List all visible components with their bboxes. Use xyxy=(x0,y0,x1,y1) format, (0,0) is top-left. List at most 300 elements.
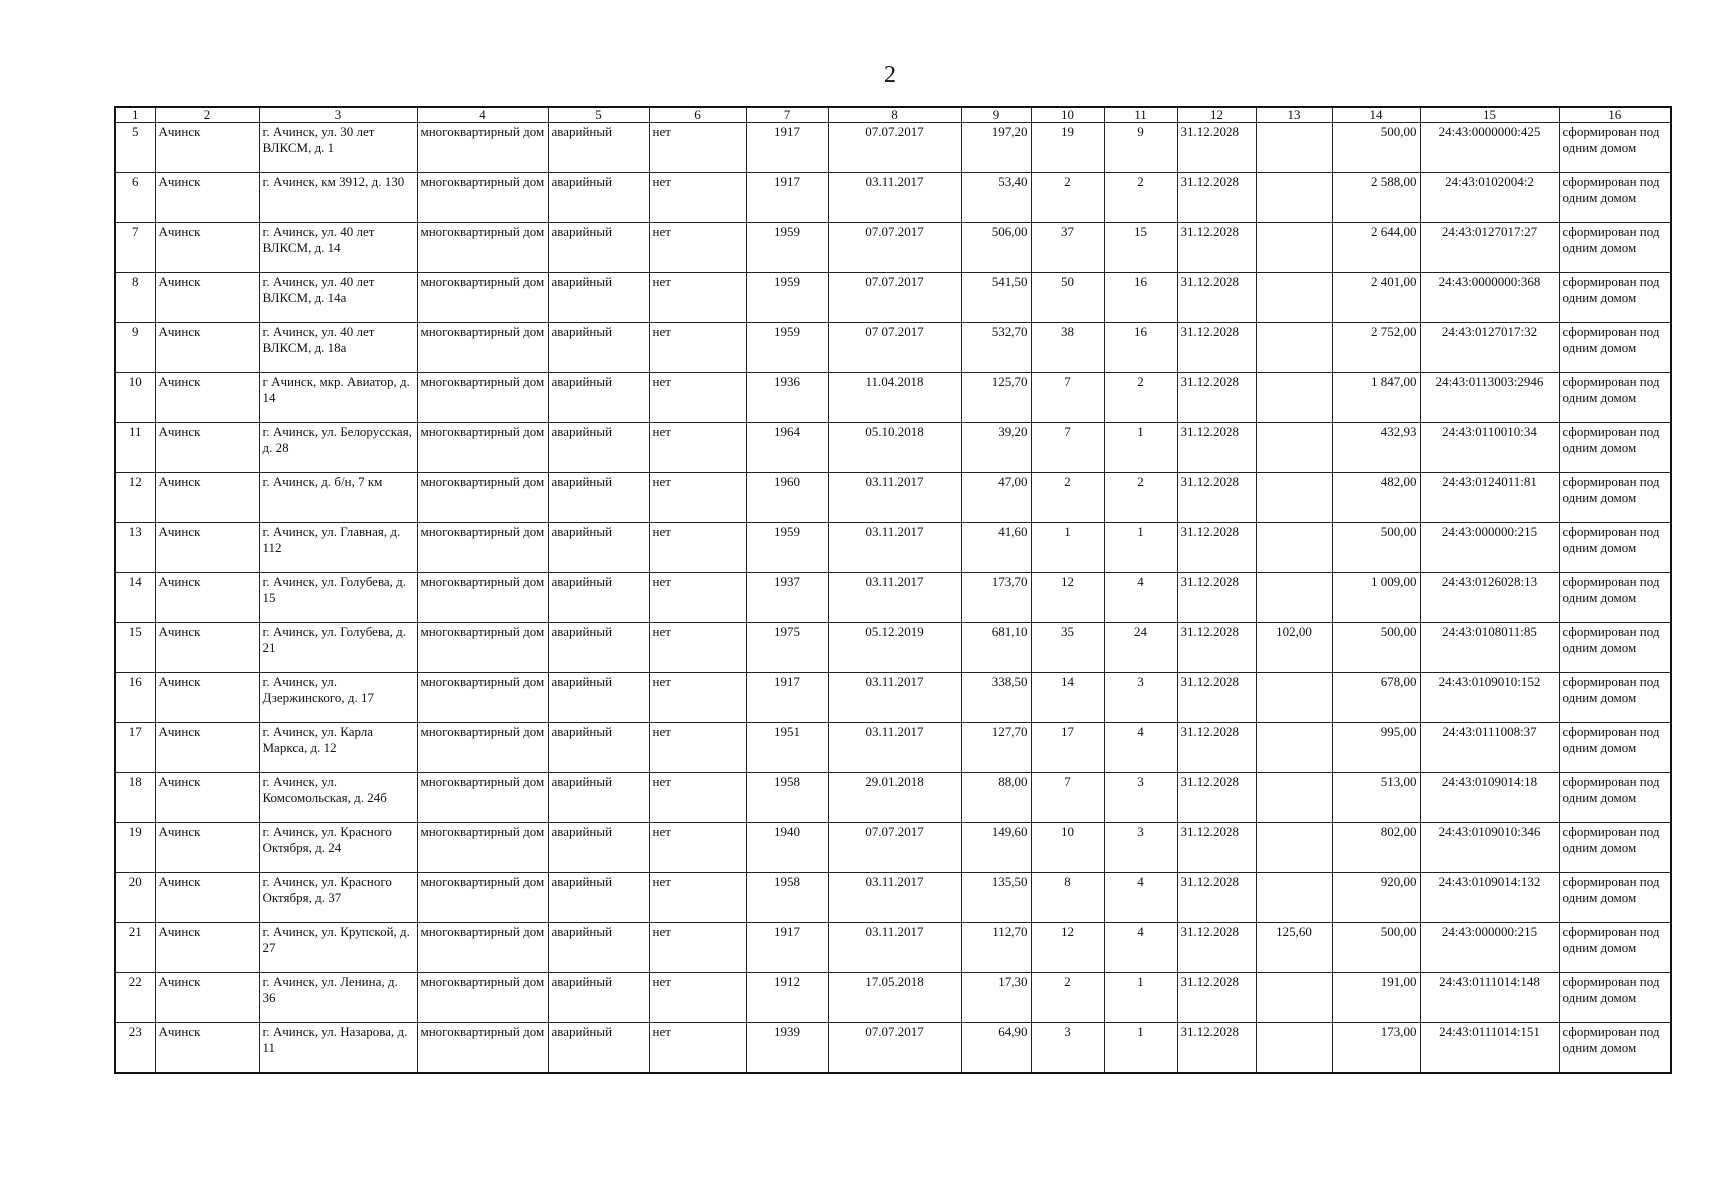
building-type-cell: многоквартирный дом xyxy=(417,223,548,273)
area-cell: 127,70 xyxy=(961,723,1031,773)
column-number-header: 3 xyxy=(259,107,417,123)
cadastral-number-cell: 24:43:0109014:132 xyxy=(1420,873,1559,923)
cadastral-number-cell: 24:43:0127017:27 xyxy=(1420,223,1559,273)
apartments-cell: 2 xyxy=(1104,373,1177,423)
row-number-cell: 19 xyxy=(115,823,155,873)
cultural-heritage-cell: нет xyxy=(649,423,746,473)
settlement-cell: Ачинск xyxy=(155,273,259,323)
column-number-header: 15 xyxy=(1420,107,1559,123)
cadastral-number-cell: 24:43:000000:215 xyxy=(1420,523,1559,573)
land-status-cell: сформирован под одним домом xyxy=(1559,173,1671,223)
cadastral-number-cell: 24:43:000000:215 xyxy=(1420,923,1559,973)
cultural-heritage-cell: нет xyxy=(649,573,746,623)
row-number-cell: 10 xyxy=(115,373,155,423)
building-type-cell: многоквартирный дом xyxy=(417,1023,548,1073)
area-cell: 64,90 xyxy=(961,1023,1031,1073)
land-area-cell: 500,00 xyxy=(1332,123,1420,173)
cultural-heritage-cell: нет xyxy=(649,123,746,173)
cadastral-number-cell: 24:43:0109010:152 xyxy=(1420,673,1559,723)
land-status-cell: сформирован под одним домом xyxy=(1559,873,1671,923)
land-status-cell: сформирован под одним домом xyxy=(1559,473,1671,523)
residents-cell: 35 xyxy=(1031,623,1104,673)
settlement-cell: Ачинск xyxy=(155,873,259,923)
address-cell: г. Ачинск, ул. Белорусская, д. 28 xyxy=(259,423,417,473)
emergency-date-cell: 03.11.2017 xyxy=(828,673,961,723)
building-type-cell: многоквартирный дом xyxy=(417,873,548,923)
land-status-cell: сформирован под одним домом xyxy=(1559,323,1671,373)
extra-area-cell xyxy=(1256,673,1332,723)
condition-cell: аварийный xyxy=(548,373,649,423)
cultural-heritage-cell: нет xyxy=(649,323,746,373)
area-cell: 681,10 xyxy=(961,623,1031,673)
build-year-cell: 1917 xyxy=(746,173,828,223)
building-type-cell: многоквартирный дом xyxy=(417,473,548,523)
row-number-cell: 21 xyxy=(115,923,155,973)
row-number-cell: 11 xyxy=(115,423,155,473)
residents-cell: 38 xyxy=(1031,323,1104,373)
table-row xyxy=(115,723,1671,773)
land-area-cell: 2 752,00 xyxy=(1332,323,1420,373)
building-type-cell: многоквартирный дом xyxy=(417,323,548,373)
cadastral-number-cell: 24:43:0000000:425 xyxy=(1420,123,1559,173)
extra-area-cell xyxy=(1256,1023,1332,1073)
apartments-cell: 16 xyxy=(1104,273,1177,323)
building-type-cell: многоквартирный дом xyxy=(417,573,548,623)
table-row xyxy=(115,173,1671,223)
building-type-cell: многоквартирный дом xyxy=(417,673,548,723)
building-type-cell: многоквартирный дом xyxy=(417,523,548,573)
row-number-cell: 8 xyxy=(115,273,155,323)
cadastral-number-cell: 24:43:0111014:148 xyxy=(1420,973,1559,1023)
cadastral-number-cell: 24:43:0127017:32 xyxy=(1420,323,1559,373)
table-row xyxy=(115,473,1671,523)
land-area-cell: 432,93 xyxy=(1332,423,1420,473)
land-status-cell: сформирован под одним домом xyxy=(1559,723,1671,773)
apartments-cell: 1 xyxy=(1104,973,1177,1023)
condition-cell: аварийный xyxy=(548,923,649,973)
settlement-cell: Ачинск xyxy=(155,723,259,773)
land-area-cell: 1 009,00 xyxy=(1332,573,1420,623)
area-cell: 47,00 xyxy=(961,473,1031,523)
column-number-header: 6 xyxy=(649,107,746,123)
cultural-heritage-cell: нет xyxy=(649,273,746,323)
address-cell: г. Ачинск, ул. Карла Маркса, д. 12 xyxy=(259,723,417,773)
land-area-cell: 920,00 xyxy=(1332,873,1420,923)
emergency-date-cell: 07.07.2017 xyxy=(828,823,961,873)
land-area-cell: 802,00 xyxy=(1332,823,1420,873)
relocation-date-cell: 31.12.2028 xyxy=(1177,323,1256,373)
area-cell: 541,50 xyxy=(961,273,1031,323)
building-type-cell: многоквартирный дом xyxy=(417,173,548,223)
area-cell: 112,70 xyxy=(961,923,1031,973)
column-number-header: 4 xyxy=(417,107,548,123)
apartments-cell: 4 xyxy=(1104,873,1177,923)
building-type-cell: многоквартирный дом xyxy=(417,973,548,1023)
table-row xyxy=(115,973,1671,1023)
settlement-cell: Ачинск xyxy=(155,423,259,473)
relocation-date-cell: 31.12.2028 xyxy=(1177,173,1256,223)
land-status-cell: сформирован под одним домом xyxy=(1559,223,1671,273)
building-type-cell: многоквартирный дом xyxy=(417,823,548,873)
apartments-cell: 16 xyxy=(1104,323,1177,373)
condition-cell: аварийный xyxy=(548,473,649,523)
cadastral-number-cell: 24:43:0124011:81 xyxy=(1420,473,1559,523)
build-year-cell: 1975 xyxy=(746,623,828,673)
emergency-date-cell: 29.01.2018 xyxy=(828,773,961,823)
apartments-cell: 15 xyxy=(1104,223,1177,273)
cadastral-number-cell: 24:43:0000000:368 xyxy=(1420,273,1559,323)
condition-cell: аварийный xyxy=(548,573,649,623)
address-cell: г Ачинск, мкр. Авиатор, д. 14 xyxy=(259,373,417,423)
emergency-date-cell: 03.11.2017 xyxy=(828,573,961,623)
build-year-cell: 1917 xyxy=(746,123,828,173)
land-area-cell: 191,00 xyxy=(1332,973,1420,1023)
extra-area-cell xyxy=(1256,823,1332,873)
residents-cell: 8 xyxy=(1031,873,1104,923)
emergency-date-cell: 03.11.2017 xyxy=(828,923,961,973)
table-row xyxy=(115,273,1671,323)
table-row xyxy=(115,323,1671,373)
land-area-cell: 500,00 xyxy=(1332,623,1420,673)
condition-cell: аварийный xyxy=(548,773,649,823)
condition-cell: аварийный xyxy=(548,823,649,873)
land-status-cell: сформирован под одним домом xyxy=(1559,523,1671,573)
area-cell: 88,00 xyxy=(961,773,1031,823)
emergency-date-cell: 03.11.2017 xyxy=(828,523,961,573)
settlement-cell: Ачинск xyxy=(155,223,259,273)
build-year-cell: 1937 xyxy=(746,573,828,623)
build-year-cell: 1951 xyxy=(746,723,828,773)
cultural-heritage-cell: нет xyxy=(649,723,746,773)
build-year-cell: 1964 xyxy=(746,423,828,473)
column-number-row xyxy=(115,107,1671,123)
row-number-cell: 18 xyxy=(115,773,155,823)
address-cell: г. Ачинск, ул. Назарова, д. 11 xyxy=(259,1023,417,1073)
residents-cell: 10 xyxy=(1031,823,1104,873)
emergency-date-cell: 03.11.2017 xyxy=(828,473,961,523)
cadastral-number-cell: 24:43:0109014:18 xyxy=(1420,773,1559,823)
address-cell: г. Ачинск, ул. Крупской, д. 27 xyxy=(259,923,417,973)
address-cell: г. Ачинск, ул. 30 лет ВЛКСМ, д. 1 xyxy=(259,123,417,173)
relocation-date-cell: 31.12.2028 xyxy=(1177,623,1256,673)
relocation-date-cell: 31.12.2028 xyxy=(1177,223,1256,273)
column-number-header: 7 xyxy=(746,107,828,123)
settlement-cell: Ачинск xyxy=(155,523,259,573)
column-number-header: 11 xyxy=(1104,107,1177,123)
settlement-cell: Ачинск xyxy=(155,773,259,823)
settlement-cell: Ачинск xyxy=(155,573,259,623)
table-row xyxy=(115,773,1671,823)
address-cell: г. Ачинск, ул. 40 лет ВЛКСМ, д. 18а xyxy=(259,323,417,373)
area-cell: 338,50 xyxy=(961,673,1031,723)
land-area-cell: 2 401,00 xyxy=(1332,273,1420,323)
extra-area-cell: 125,60 xyxy=(1256,923,1332,973)
building-type-cell: многоквартирный дом xyxy=(417,123,548,173)
column-number-header: 16 xyxy=(1559,107,1671,123)
address-cell: г. Ачинск, ул. Главная, д. 112 xyxy=(259,523,417,573)
address-cell: г. Ачинск, ул. Красного Октября, д. 37 xyxy=(259,873,417,923)
condition-cell: аварийный xyxy=(548,223,649,273)
row-number-cell: 23 xyxy=(115,1023,155,1073)
apartments-cell: 2 xyxy=(1104,173,1177,223)
column-number-header: 5 xyxy=(548,107,649,123)
column-number-header: 2 xyxy=(155,107,259,123)
row-number-cell: 9 xyxy=(115,323,155,373)
land-area-cell: 513,00 xyxy=(1332,773,1420,823)
table-row xyxy=(115,373,1671,423)
settlement-cell: Ачинск xyxy=(155,623,259,673)
column-number-header: 8 xyxy=(828,107,961,123)
land-status-cell: сформирован под одним домом xyxy=(1559,573,1671,623)
residents-cell: 12 xyxy=(1031,923,1104,973)
settlement-cell: Ачинск xyxy=(155,673,259,723)
emergency-date-cell: 17.05.2018 xyxy=(828,973,961,1023)
table-row xyxy=(115,573,1671,623)
area-cell: 532,70 xyxy=(961,323,1031,373)
cadastral-number-cell: 24:43:0109010:346 xyxy=(1420,823,1559,873)
residents-cell: 37 xyxy=(1031,223,1104,273)
row-number-cell: 16 xyxy=(115,673,155,723)
extra-area-cell xyxy=(1256,723,1332,773)
table-row xyxy=(115,923,1671,973)
relocation-date-cell: 31.12.2028 xyxy=(1177,273,1256,323)
build-year-cell: 1958 xyxy=(746,773,828,823)
row-number-cell: 6 xyxy=(115,173,155,223)
build-year-cell: 1912 xyxy=(746,973,828,1023)
residents-cell: 7 xyxy=(1031,773,1104,823)
table-row xyxy=(115,823,1671,873)
area-cell: 197,20 xyxy=(961,123,1031,173)
condition-cell: аварийный xyxy=(548,723,649,773)
address-cell: г. Ачинск, ул. Комсомольская, д. 24б xyxy=(259,773,417,823)
land-status-cell: сформирован под одним домом xyxy=(1559,423,1671,473)
area-cell: 506,00 xyxy=(961,223,1031,273)
residents-cell: 2 xyxy=(1031,173,1104,223)
condition-cell: аварийный xyxy=(548,423,649,473)
building-type-cell: многоквартирный дом xyxy=(417,373,548,423)
condition-cell: аварийный xyxy=(548,673,649,723)
column-number-header: 12 xyxy=(1177,107,1256,123)
emergency-date-cell: 07.07.2017 xyxy=(828,123,961,173)
build-year-cell: 1917 xyxy=(746,923,828,973)
address-cell: г. Ачинск, ул. Дзержинского, д. 17 xyxy=(259,673,417,723)
area-cell: 17,30 xyxy=(961,973,1031,1023)
build-year-cell: 1939 xyxy=(746,1023,828,1073)
apartments-cell: 4 xyxy=(1104,573,1177,623)
extra-area-cell xyxy=(1256,173,1332,223)
settlement-cell: Ачинск xyxy=(155,123,259,173)
apartments-cell: 1 xyxy=(1104,423,1177,473)
emergency-date-cell: 07 07.2017 xyxy=(828,323,961,373)
extra-area-cell xyxy=(1256,123,1332,173)
land-area-cell: 500,00 xyxy=(1332,523,1420,573)
column-number-header: 13 xyxy=(1256,107,1332,123)
row-number-cell: 20 xyxy=(115,873,155,923)
cadastral-number-cell: 24:43:0126028:13 xyxy=(1420,573,1559,623)
row-number-cell: 12 xyxy=(115,473,155,523)
cadastral-number-cell: 24:43:0111008:37 xyxy=(1420,723,1559,773)
building-type-cell: многоквартирный дом xyxy=(417,723,548,773)
extra-area-cell xyxy=(1256,423,1332,473)
relocation-date-cell: 31.12.2028 xyxy=(1177,973,1256,1023)
cultural-heritage-cell: нет xyxy=(649,523,746,573)
area-cell: 41,60 xyxy=(961,523,1031,573)
land-area-cell: 1 847,00 xyxy=(1332,373,1420,423)
land-area-cell: 482,00 xyxy=(1332,473,1420,523)
residents-cell: 3 xyxy=(1031,1023,1104,1073)
extra-area-cell xyxy=(1256,323,1332,373)
row-number-cell: 17 xyxy=(115,723,155,773)
relocation-date-cell: 31.12.2028 xyxy=(1177,523,1256,573)
area-cell: 173,70 xyxy=(961,573,1031,623)
apartments-cell: 2 xyxy=(1104,473,1177,523)
address-cell: г. Ачинск, км 3912, д. 130 xyxy=(259,173,417,223)
build-year-cell: 1936 xyxy=(746,373,828,423)
settlement-cell: Ачинск xyxy=(155,823,259,873)
land-status-cell: сформирован под одним домом xyxy=(1559,773,1671,823)
emergency-date-cell: 05.10.2018 xyxy=(828,423,961,473)
address-cell: г. Ачинск, ул. Красного Октября, д. 24 xyxy=(259,823,417,873)
extra-area-cell xyxy=(1256,223,1332,273)
cultural-heritage-cell: нет xyxy=(649,473,746,523)
settlement-cell: Ачинск xyxy=(155,323,259,373)
land-area-cell: 995,00 xyxy=(1332,723,1420,773)
relocation-date-cell: 31.12.2028 xyxy=(1177,373,1256,423)
cultural-heritage-cell: нет xyxy=(649,673,746,723)
cultural-heritage-cell: нет xyxy=(649,1023,746,1073)
land-status-cell: сформирован под одним домом xyxy=(1559,623,1671,673)
apartments-cell: 4 xyxy=(1104,923,1177,973)
land-area-cell: 678,00 xyxy=(1332,673,1420,723)
cadastral-number-cell: 24:43:0102004:2 xyxy=(1420,173,1559,223)
condition-cell: аварийный xyxy=(548,1023,649,1073)
apartments-cell: 3 xyxy=(1104,823,1177,873)
residents-cell: 19 xyxy=(1031,123,1104,173)
table-row xyxy=(115,123,1671,173)
table-row xyxy=(115,873,1671,923)
area-cell: 53,40 xyxy=(961,173,1031,223)
extra-area-cell xyxy=(1256,573,1332,623)
apartments-cell: 3 xyxy=(1104,673,1177,723)
apartments-cell: 1 xyxy=(1104,523,1177,573)
settlement-cell: Ачинск xyxy=(155,373,259,423)
relocation-date-cell: 31.12.2028 xyxy=(1177,923,1256,973)
residents-cell: 14 xyxy=(1031,673,1104,723)
cultural-heritage-cell: нет xyxy=(649,823,746,873)
row-number-cell: 14 xyxy=(115,573,155,623)
relocation-date-cell: 31.12.2028 xyxy=(1177,773,1256,823)
apartments-cell: 1 xyxy=(1104,1023,1177,1073)
apartments-cell: 24 xyxy=(1104,623,1177,673)
build-year-cell: 1958 xyxy=(746,873,828,923)
emergency-date-cell: 07.07.2017 xyxy=(828,273,961,323)
building-type-cell: многоквартирный дом xyxy=(417,923,548,973)
land-status-cell: сформирован под одним домом xyxy=(1559,273,1671,323)
extra-area-cell xyxy=(1256,873,1332,923)
building-type-cell: многоквартирный дом xyxy=(417,423,548,473)
table-row xyxy=(115,1023,1671,1073)
row-number-cell: 7 xyxy=(115,223,155,273)
residents-cell: 1 xyxy=(1031,523,1104,573)
apartments-cell: 9 xyxy=(1104,123,1177,173)
relocation-date-cell: 31.12.2028 xyxy=(1177,873,1256,923)
settlement-cell: Ачинск xyxy=(155,1023,259,1073)
build-year-cell: 1959 xyxy=(746,223,828,273)
emergency-date-cell: 03.11.2017 xyxy=(828,723,961,773)
emergency-date-cell: 03.11.2017 xyxy=(828,173,961,223)
cultural-heritage-cell: нет xyxy=(649,773,746,823)
cultural-heritage-cell: нет xyxy=(649,873,746,923)
residents-cell: 2 xyxy=(1031,973,1104,1023)
apartments-cell: 3 xyxy=(1104,773,1177,823)
table-row xyxy=(115,523,1671,573)
cultural-heritage-cell: нет xyxy=(649,623,746,673)
build-year-cell: 1940 xyxy=(746,823,828,873)
build-year-cell: 1917 xyxy=(746,673,828,723)
relocation-date-cell: 31.12.2028 xyxy=(1177,423,1256,473)
area-cell: 125,70 xyxy=(961,373,1031,423)
land-status-cell: сформирован под одним домом xyxy=(1559,123,1671,173)
row-number-cell: 22 xyxy=(115,973,155,1023)
settlement-cell: Ачинск xyxy=(155,973,259,1023)
cultural-heritage-cell: нет xyxy=(649,973,746,1023)
land-status-cell: сформирован под одним домом xyxy=(1559,823,1671,873)
relocation-date-cell: 31.12.2028 xyxy=(1177,673,1256,723)
settlement-cell: Ачинск xyxy=(155,923,259,973)
cadastral-number-cell: 24:43:0111014:151 xyxy=(1420,1023,1559,1073)
land-status-cell: сформирован под одним домом xyxy=(1559,673,1671,723)
relocation-date-cell: 31.12.2028 xyxy=(1177,723,1256,773)
cadastral-number-cell: 24:43:0113003:2946 xyxy=(1420,373,1559,423)
relocation-date-cell: 31.12.2028 xyxy=(1177,1023,1256,1073)
land-status-cell: сформирован под одним домом xyxy=(1559,373,1671,423)
land-area-cell: 173,00 xyxy=(1332,1023,1420,1073)
condition-cell: аварийный xyxy=(548,123,649,173)
land-area-cell: 2 588,00 xyxy=(1332,173,1420,223)
address-cell: г. Ачинск, д. б/н, 7 км xyxy=(259,473,417,523)
address-cell: г. Ачинск, ул. Голубева, д. 15 xyxy=(259,573,417,623)
relocation-date-cell: 31.12.2028 xyxy=(1177,473,1256,523)
land-area-cell: 2 644,00 xyxy=(1332,223,1420,273)
condition-cell: аварийный xyxy=(548,323,649,373)
column-number-header: 14 xyxy=(1332,107,1420,123)
building-type-cell: многоквартирный дом xyxy=(417,623,548,673)
extra-area-cell xyxy=(1256,773,1332,823)
residents-cell: 12 xyxy=(1031,573,1104,623)
extra-area-cell xyxy=(1256,523,1332,573)
build-year-cell: 1959 xyxy=(746,523,828,573)
emergency-date-cell: 11.04.2018 xyxy=(828,373,961,423)
address-cell: г. Ачинск, ул. Ленина, д. 36 xyxy=(259,973,417,1023)
extra-area-cell: 102,00 xyxy=(1256,623,1332,673)
settlement-cell: Ачинск xyxy=(155,473,259,523)
relocation-date-cell: 31.12.2028 xyxy=(1177,823,1256,873)
condition-cell: аварийный xyxy=(548,623,649,673)
cultural-heritage-cell: нет xyxy=(649,923,746,973)
address-cell: г. Ачинск, ул. Голубева, д. 21 xyxy=(259,623,417,673)
relocation-date-cell: 31.12.2028 xyxy=(1177,123,1256,173)
condition-cell: аварийный xyxy=(548,273,649,323)
area-cell: 149,60 xyxy=(961,823,1031,873)
extra-area-cell xyxy=(1256,973,1332,1023)
column-number-header: 10 xyxy=(1031,107,1104,123)
cultural-heritage-cell: нет xyxy=(649,373,746,423)
condition-cell: аварийный xyxy=(548,973,649,1023)
page-number: 2 xyxy=(884,62,896,88)
table-row xyxy=(115,623,1671,673)
extra-area-cell xyxy=(1256,373,1332,423)
residents-cell: 2 xyxy=(1031,473,1104,523)
